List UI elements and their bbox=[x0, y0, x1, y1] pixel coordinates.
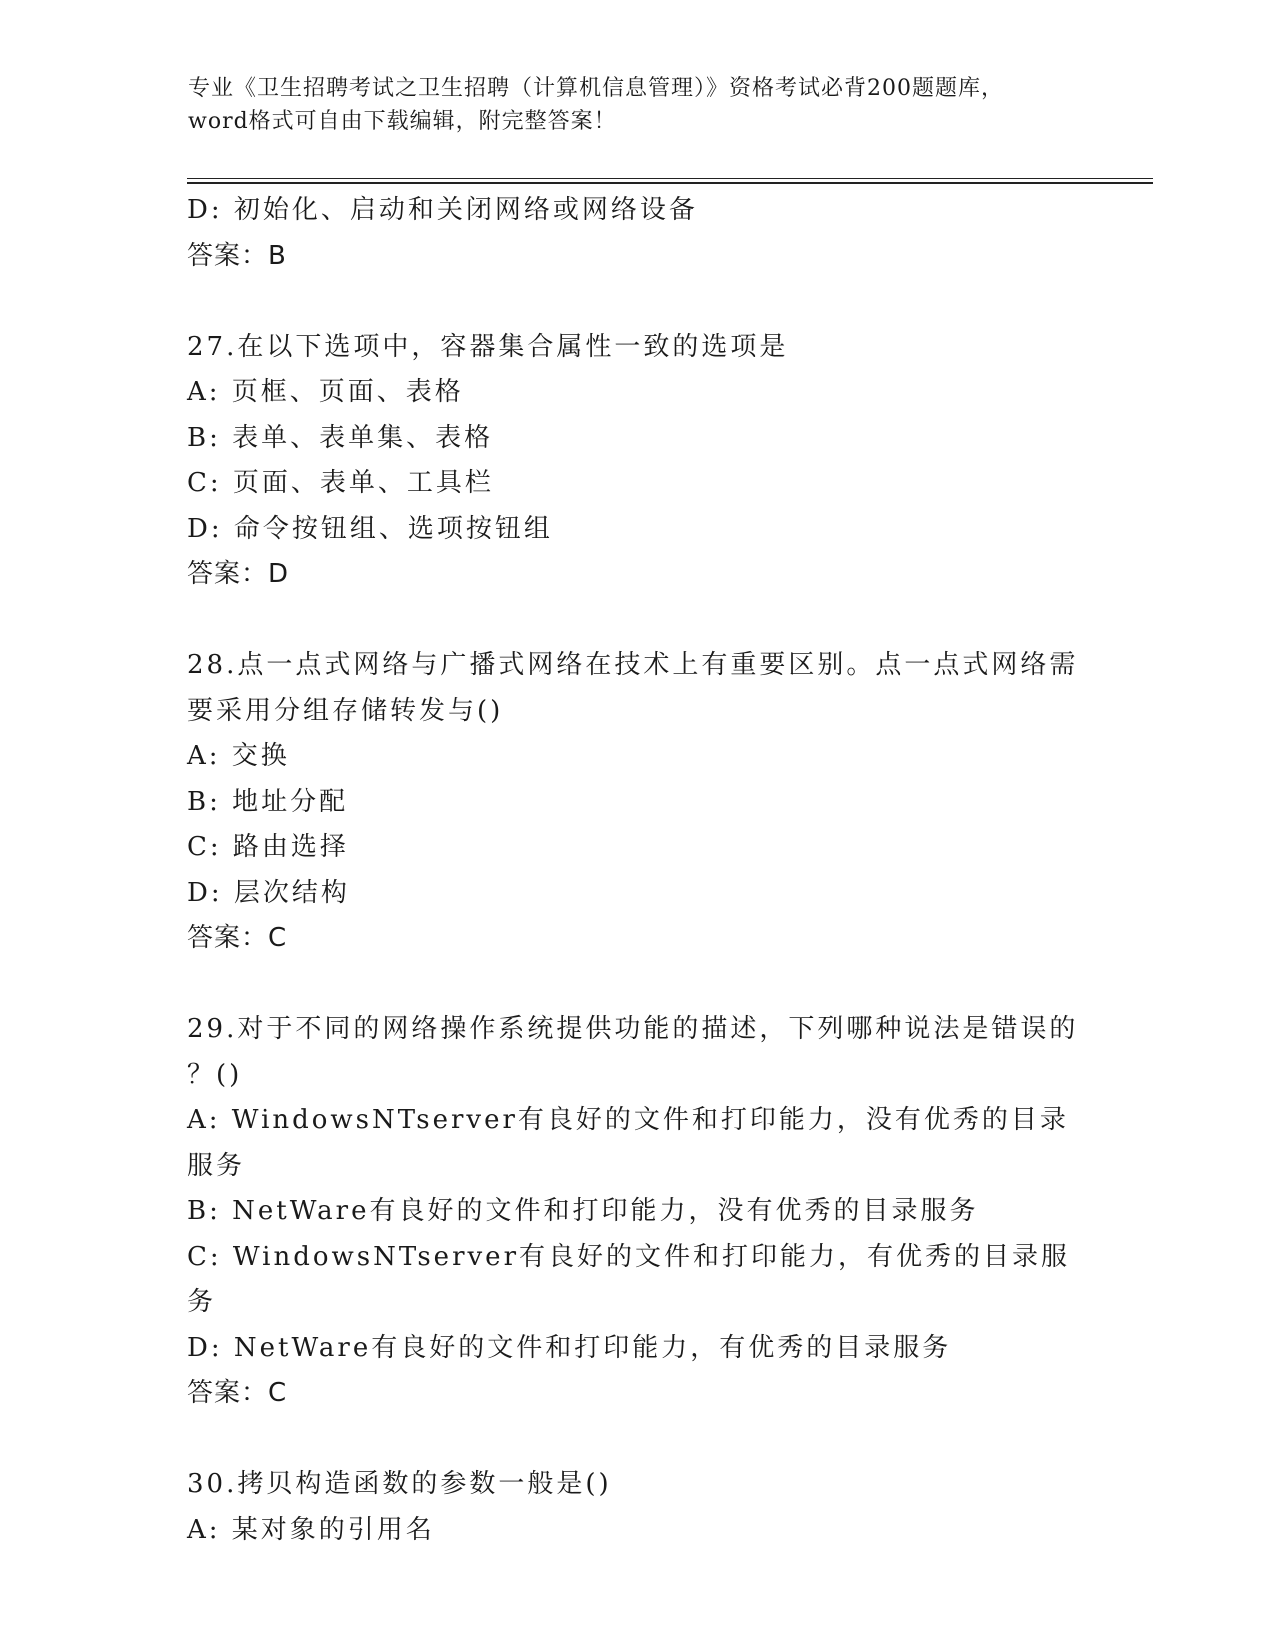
option-b: B: 地址分配 bbox=[187, 786, 349, 817]
question-29 bbox=[187, 1007, 1087, 1417]
option-b: B: NetWare有良好的文件和打印能力，没有优秀的目录服务 bbox=[187, 1196, 979, 1226]
option-b: B: 表单、表单集、表格 bbox=[187, 422, 494, 453]
option-a: A: 某对象的引用名 bbox=[187, 1514, 435, 1545]
question-stem: 29.对于不同的网络操作系统提供功能的描述，下列哪种说法是错误的 bbox=[187, 1014, 1079, 1044]
question-stem-continued: 要采用分组存储转发与() bbox=[187, 695, 504, 726]
option-a: A: 页框、页面、表格 bbox=[187, 377, 464, 407]
question-stem: 27.在以下选项中，容器集合属性一致的选项是 bbox=[187, 331, 789, 362]
option-a: A: WindowsNTserver有良好的文件和打印能力，没有优秀的目录服务 bbox=[187, 1105, 1069, 1181]
answer-line: 答案：D bbox=[187, 559, 290, 589]
option-c: C: WindowsNTserver有良好的文件和打印能力，有优秀的目录服务 bbox=[187, 1241, 1071, 1317]
option-c: C: 页面、表单、工具栏 bbox=[187, 468, 494, 498]
question-27 bbox=[187, 325, 1087, 598]
option-c: C: 路由选择 bbox=[187, 832, 349, 862]
question-list bbox=[187, 188, 1087, 1553]
header-line-1: 专业《卫生招聘考试之卫生招聘（计算机信息管理）》资格考试必背200题题库， bbox=[188, 76, 1004, 101]
header-rule-thin bbox=[187, 178, 1153, 179]
option-d: D: 层次结构 bbox=[187, 877, 350, 908]
option-d: D: 命令按钮组、选项按钮组 bbox=[187, 513, 553, 544]
question-stem-continued: ？() bbox=[187, 1059, 243, 1090]
option-d: D: 初始化、启动和关闭网络或网络设备 bbox=[187, 195, 698, 225]
option-d: D: NetWare有良好的文件和打印能力，有优秀的目录服务 bbox=[187, 1332, 952, 1363]
carryover-question bbox=[187, 188, 1087, 279]
answer-line: 答案：C bbox=[187, 1378, 288, 1408]
question-30 bbox=[187, 1462, 1087, 1553]
option-a: A: 交换 bbox=[187, 741, 290, 771]
page-header bbox=[188, 72, 1088, 138]
header-rule-thick bbox=[187, 182, 1153, 184]
question-stem: 28.点一点式网络与广播式网络在技术上有重要区别。点一点式网络需 bbox=[187, 650, 1079, 680]
answer-line: 答案：B bbox=[187, 240, 287, 271]
header-line-2: word格式可自由下载编辑，附完整答案！ bbox=[188, 109, 617, 134]
question-28 bbox=[187, 643, 1087, 962]
answer-line: 答案：C bbox=[187, 923, 288, 953]
question-stem: 30.拷贝构造函数的参数一般是() bbox=[187, 1469, 612, 1499]
